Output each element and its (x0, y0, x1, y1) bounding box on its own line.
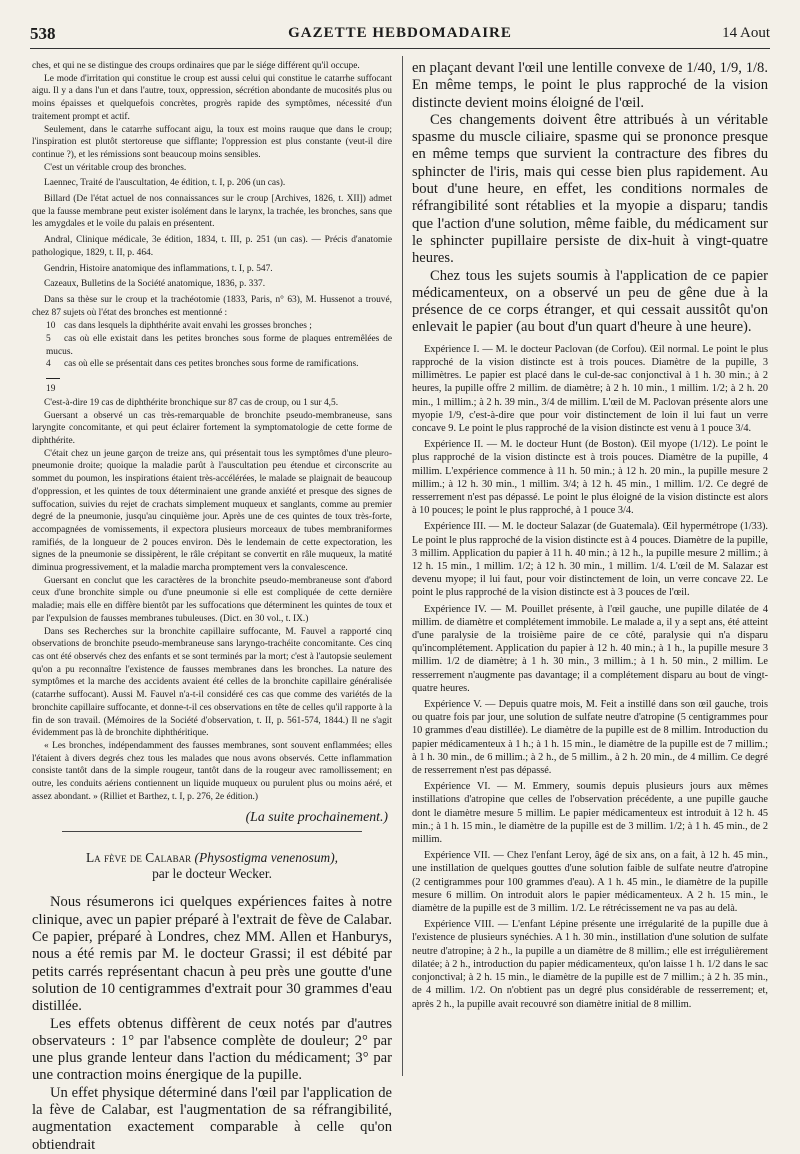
stats-total-rule (46, 371, 392, 384)
reference-andral: Andral, Clinique médicale, 3e édition, 1834, t. III, p. 251 (un cas). — Précis d'anatomie pathologique, 1829, t. II, p. 464. (32, 235, 392, 258)
stats-row: 5 cas où elle existait dans les petites bronches sous forme de plaques entremêlées de mucus. (46, 333, 392, 357)
to-be-continued: (La suite prochainement.) (245, 809, 388, 825)
paragraph: Seulement, dans le catarrhe suffocant aigu, la toux est moins rauque que dans le croup; l'inspiration est plutôt stertoreuse que sifflante; l'oppression est plus constante (veut-il dire continue ?), et les rémissions sont beaucoup moins sensibles. (32, 124, 392, 160)
reference-gendrin: Gendrin, Histoire anatomique des inflammations, t. I, p. 547. (44, 263, 273, 274)
paragraph: Dans ses Recherches sur la bronchite capillaire suffocante, M. Fauvel a rapporté cinq observations de bronchite pseudo-membraneuse sans laryngo-trachéite concomitante. Ces cinq cas ont été observés chez des enfants et se sont terminés par la mort; c'est à l'autopsie seulement qu'on a pu reconnaître l'existence de fausses membranes dans les bronches. La nature des symptômes et la marche des accidents avaient été celles de la bronchite capillaire généralisée (catarrhe suffocant). Aussi M. Fauvel n'a-t-il considéré ces cas que comme des variétés de la bronchite capillaire suffocante, et donne-t-il ces observations en tête de celles qu'il rapporte à la fin de son travail. (Mémoires de la Société d'observation, t. II, p. 561-574, 1844.) Il ne s'agit évidemment pas là de bronchite diphthéritique. (32, 626, 392, 739)
page-number: 538 (30, 24, 56, 43)
stats-row: 10 cas dans lesquels la diphthérite avait envahi les grosses bronches ; (46, 321, 312, 332)
page-header (30, 22, 770, 49)
calabar-article-body (32, 894, 392, 1153)
stats-list (32, 320, 392, 396)
paragraph: Chez tous les sujets soumis à l'application de ce papier médicamenteux, on a observé un peu de gêne due à la présence de ce corps étranger, et qui cessait aussitôt qu'on enlevait le papier (au bout d'un quart d'heure à une heure). (412, 267, 768, 336)
paragraph: C'est un véritable croup des bronches. (44, 162, 187, 173)
paragraph: Ces changements doivent être attribués à un véritable spasme du muscle ciliaire, spasme qui se prononce presque en même temps que survient la contracture des fibres du sphincter de l'iris, mais qui cesse bien plus rapidement. Au bout d'une heure, en effet, les conditions normales de réfrangibilité sont rétablies et la myopie a disparu; tandis que l'action d'une solution, même faible, du médicament sur le sphincter pupillaire persiste de dix-huit à vingt-quatre heures. (412, 111, 768, 267)
article-separator (62, 831, 362, 832)
experiments-list (412, 343, 768, 1011)
column-divider (402, 56, 403, 1076)
article-author: par le docteur Wecker. (152, 866, 272, 882)
experiment-7: Expérience VII. — Chez l'enfant Leroy, âgé de six ans, on a fait, à 12 h. 45 min., une instillation de quelques gouttes d'une solution faible de sulfate neutre d'atropine (2 centigrammes pour 100 grammes d'eau). A 1 h. 45 min., le diamètre de la pupille mesure 6 millim. On introduit alors le papier médicamenteux. A 2 h. 15 min., le diamètre de la pupille est de 3 millim. 1/2. Le rétrécissement ne va pas au delà. (412, 850, 768, 915)
reference-laennec: Laennec, Traité de l'auscultation, 4e édition, t. I, p. 206 (un cas). (44, 178, 286, 189)
article-title-main: La fève de Calabar (85, 850, 192, 866)
paragraph: ches, et qui ne se distingue des croups ordinaires que par le siége différent qu'il occupe. (32, 61, 360, 71)
experiment-5: Expérience V. — Depuis quatre mois, M. Feit a instillé dans son œil gauche, trois ou quatre fois par jour, une solution de sulfate neutre d'atropine (5 centigrammes pour 10 grammes d'eau distillée). Le diamètre de la pupille est de 8 millim. Introduction du papier médicamenteux à 1 h.; à 1 h. 15 min., le diamètre de la pupille est de 7 millim.; à 1 h. 30 min., de 6 millim.; à 2 h., de 5 millim., à 2 h. 20 min., de 4 millim. Ce degré de resserrement n'est pas dépassé. (412, 699, 768, 777)
stats-row: 4 cas où elle se présentait dans ces petites bronches sous forme de ramifications. (46, 359, 359, 370)
experiment-8: Expérience VIII. — L'enfant Lépine présente une irrégularité de la pupille due à l'existence de plusieurs synéchies. A 1 h. 30 min., instillation d'une solution de sulfate neutre d'atropine; à 2 h., la pupille a un diamètre de 8 millim.; elle est irrégulièrement dilatée; à 2 h., introduction du papier médicamenteux, qu'on laisse 1 h. 1/2 dans le sac conjonctival; à 2 h. 15 min., le diamètre de la pupille est de 7 millim.; à 2 h. 35 min., de 4 millim. 1/2. On n'obtient pas un degré plus considérable de resserrement; et, après 2 h., la pupille avait recouvré son diamètre initial de 8 millim. (412, 919, 768, 1010)
issue-date: 14 Aout (722, 25, 770, 41)
experiment-1: Expérience I. — M. le docteur Paclovan (de Corfou). Œil normal. Le point le plus rapproché de la vision distincte est à trois pouces. Diamètre de la pupille, 3 millimètres. Le papier est placé dans le cul-de-sac conjonctival à 1 h. 30 min.; à 2 heures, la pupille offre 2 millim. de diamètre; à 2 h. 10 min., 1 millim. 1/2; à 2 h. 20 min., 1 millim.; à 2 h. 39 min., 3/4 de millim. L'œil de M. Paclovan présente alors une myopie 1/9, c'est-à-dire que pour voir distinctement de loin il lui faut un verre concave 9. Le point le plus rapproché de la vision distincte est venu à 1 pouce 3/4. (412, 343, 768, 434)
reference-cazeaux: Cazeaux, Bulletins de la Société anatomique, 1836, p. 337. (44, 279, 266, 290)
reference-billard: Billard (De l'état actuel de nos connaissances sur le croup [Archives, 1826, t. XII]) admet que la fausse membrane peut exister isolément dans le larynx, la trachée, les bronches, sans que les amygdales et le voile du palais en présentent. (32, 194, 392, 230)
paragraph: Le mode d'irritation qui constitue le croup est aussi celui qui constitue le catarrhe suffocant aigu. Il y a dans l'un et dans l'autre, toux, oppression, sécrétion abondante de mucosités plus ou moins épaisses et quelquefois concrètes, progrès rapide des symptômes, nécessité d'un traitement prompt et actif. (32, 73, 392, 122)
paragraph: C'est-à-dire 19 cas de diphthérite bronchique sur 87 cas de croup, ou 1 sur 4,5. (44, 397, 339, 408)
paragraph: Guersant a observé un cas très-remarquable de bronchite pseudo-membraneuse, sans laryngite concomitante, et qui peut éclairer fortement la symptomatologie de cette forme de diphthérite. (32, 410, 392, 447)
article-title-latin: (Physostigma venenosum), (194, 850, 339, 866)
paragraph: C'était chez un jeune garçon de treize ans, qui présentait tous les symptômes d'une pleuro-pneumonie droite; quoique la maladie parût à l'auscultation peu étendue et circonscrite au sommet du poumon, les inspirations étaient très-accélérées, le malade se plaignait de beaucoup d'oppression, et les quintes de toux déterminaient une grande anxiété et presque des signes de suffocation, suivies du rejet de crachats simplement muqueux et sanglants, comme au premier degré de la pneumonie, jusqu'au cinquième jour. Après une de ces quintes de toux très-forte, accompagnées de vomissements, il expectora plusieurs morceaux de tubes membraniformes ramifiés, de la longueur de 2 pouces environ. Dès le lendemain de cette expectoration, les signes de la pneumonie se dissipèrent, le râle crépitant se convertit en râle muqueux, la matité diminua progressivement, et la maladie marcha promptement vers la convalescence. (32, 448, 392, 574)
right-column (412, 60, 768, 1075)
paragraph: « Les bronches, indépendamment des fausses membranes, sont souvent enflammées; elles l'étaient à divers degrés chez tous les malades que nous avons observés. Cette inflammation consiste tantôt dans de la simple rougeur, tantôt dans de la rougeur avec ramollissement; en outre, les conduits aériens contiennent un liquide muqueux ou purulent plus ou moins aéré, et assez abondant. » (Rilliet et Barthez, t. I, p. 276, 2e édition.) (32, 740, 392, 802)
paragraph: Nous résumerons ici quelques expériences faites à notre clinique, avec un papier préparé à l'extrait de fève de Calabar. Ce papier, préparé à Londres, chez MM. Allen et Hanburys, nous a été remis par M. le docteur Grassi; il est débité par petits carrés représentant chacun à peu près une goutte d'une solution de 10 centigrammes d'extrait pour 30 grammes d'eau distillée. (32, 894, 392, 1015)
experiment-3: Expérience III. — M. le docteur Salazar (de Guatemala). Œil hypermétrope (1/33). Le point le plus rapproché de la vision distincte est à 4 pouces. Diamètre de la pupille, 3 millim. Application du papier à 11 h. 40 min.; à 12 h., la pupille mesure 2 millim.; à 12 h. 15 min., 1 millim. 1/2; à 12 h. 30 min., 1 millim. 1/4. L'œil de M. Salazar est devenu myope; il lui faut, pour voir distinctement de loin, un verre concave 22. Le point le plus rapproché de la vision distincte est à 3 pouces de l'œil. (412, 521, 768, 599)
calabar-article-body-continued (412, 60, 768, 337)
journal-title: GAZETTE HEBDOMADAIRE (288, 25, 512, 41)
paragraph: Guersant en conclut que les caractères de la bronchite pseudo-membraneuse sont d'abord ceux d'une bronchite simple ou d'une pneumonie si elle est compliquée de cette dernière maladie; mais elle en diffère bientôt par les suffocations que déterminent les quintes de toux et par l'expulsion de fausses membranes tubuleuses. (Dict. en 30 vol., t. IX.) (32, 575, 392, 624)
experiment-6: Expérience VI. — M. Emmery, soumis depuis plusieurs jours aux mêmes instillations d'atropine que celles de l'observation précédente, a une pupille gauche dont le diamètre mesure 5 millim. Le papier médicamenteux est introduit à 12 h. 45 min.; à 1 h. 15 min., le diamètre de la pupille est de 3 millim. 1/2; à 1 h. 45 min., de 2 millim. (412, 781, 768, 846)
experiment-4: Expérience IV. — M. Pouillet présente, à l'œil gauche, une pupille dilatée de 4 millim. de diamètre et complétement immobile. Le malade a, il y a sept ans, été atteint d'une paralysie de la troisième paire de ce côté, paralysie qui n'a disparu qu'incomplétement. Application du papier à 12 h. 40 min.; à 1 h., la pupille mesure 3 millim. 1/2 de diamètre; à 1 h. 30 min., 3 millim.; à 1 h. 50 min., 2 millim. Le resserrement n'augmente pas davantage; il a complétement disparu au bout de vingt-quatre heures. (412, 603, 768, 694)
paragraph: en plaçant devant l'œil une lentille convexe de 1/40, 1/9, 1/8. En même temps, le point le plus rapproché de la vision distincte devient moins éloigné de l'œil. (412, 60, 768, 111)
experiment-2: Expérience II. — M. le docteur Hunt (de Boston). Œil myope (1/12). Le point le plus rapproché de la vision distincte est à trois pouces. Diamètre de la pupille, 4 millim. L'expérience commence à 11 h. 50 min.; à 12 h. 20 min., la pupille mesure 2 millim.; à 12 h. 30 min., 1 millim. 3/4; à 12 h. 45 min., 1 millim. 1/2. Ce degré de resserrement n'est pas dépassé. Le point le plus éloigné de la vision distincte est alors à 10 pouces; le point le plus rapproché, à 1 pouce 3/4. (412, 439, 768, 517)
hussenot-stats-intro: Dans sa thèse sur le croup et la trachéotomie (1833, Paris, n° 63), M. Hussenot a trouvé, chez 87 sujets où l'état des bronches est mentionné : (32, 294, 392, 318)
paragraph: Un effet physique déterminé dans l'œil par l'application de la fève de Calabar, est l'augmentation de sa réfrangibilité, augmentation exactement comparable à celle qu'on obtiendrait (32, 1084, 392, 1153)
paragraph: Les effets obtenus diffèrent de ceux notés par d'autres observateurs : 1° par l'absence complète de douleur; 2° par une plus grande lenteur dans l'action du médicament; 3° par une contraction moins énergique de la pupille. (32, 1015, 392, 1084)
article-title (38, 850, 386, 882)
stats-total: 19 (46, 384, 56, 395)
left-column (32, 60, 392, 1153)
croup-article-continuation (32, 60, 392, 803)
